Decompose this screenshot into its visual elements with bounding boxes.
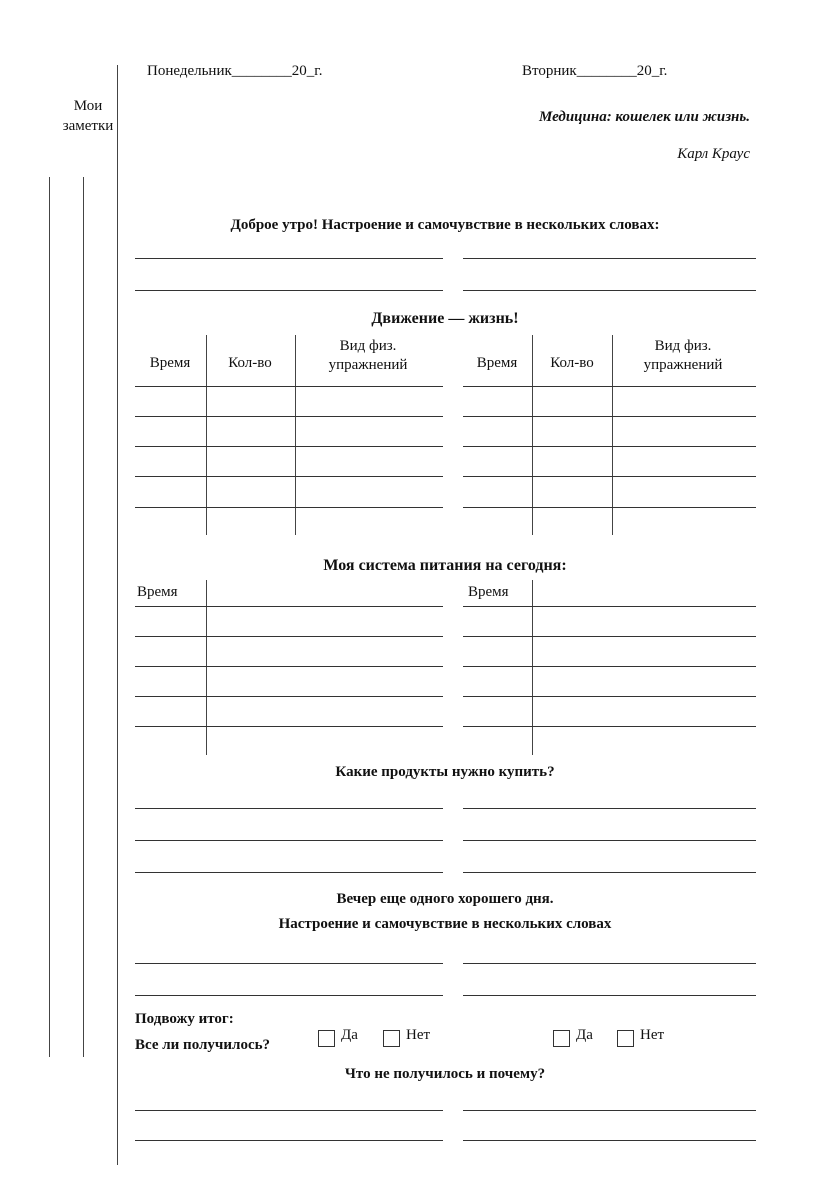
nutrition-row-line[interactable]: [463, 696, 756, 697]
quote-author: Карл Краус: [677, 146, 750, 162]
morning-write-line[interactable]: [463, 258, 756, 259]
exercise-header-line[interactable]: [295, 386, 443, 387]
evening-title-1: Вечер еще одного хорошего дня.: [336, 891, 554, 907]
nutrition-row-line[interactable]: [463, 666, 756, 667]
nutrition-title: Моя система питания на сегодня:: [323, 557, 567, 574]
exercise-row-line[interactable]: [135, 507, 443, 508]
ex-col-divider: [295, 335, 296, 535]
shopping-title: Какие продукты нужно купить?: [335, 764, 555, 780]
ex-col-type-right: Вид физ. упражнений: [643, 338, 723, 373]
nutrition-row-line[interactable]: [463, 606, 756, 607]
exercise-title: Движение — жизнь!: [371, 310, 519, 327]
nutrition-row-line[interactable]: [463, 726, 756, 727]
ex-col-divider: [206, 335, 207, 535]
evening-write-line[interactable]: [463, 963, 756, 964]
ex-col-time-right: Время: [476, 355, 518, 371]
yes-label: Да: [576, 1027, 593, 1043]
shopping-write-line[interactable]: [463, 808, 756, 809]
shopping-write-line[interactable]: [463, 840, 756, 841]
no-checkbox-right[interactable]: [617, 1030, 634, 1047]
notes-title-line2: заметки: [62, 118, 114, 134]
date-monday: Понедельник________20_г.: [147, 63, 323, 79]
yes-checkbox-right[interactable]: [553, 1030, 570, 1047]
shopping-write-line[interactable]: [135, 808, 443, 809]
shopping-write-line[interactable]: [463, 872, 756, 873]
exercise-row-line[interactable]: [463, 446, 756, 447]
ex-col-divider: [612, 335, 613, 535]
ex-col-qty-right: Кол-во: [550, 355, 594, 371]
exercise-row-line[interactable]: [463, 476, 756, 477]
reason-write-line[interactable]: [463, 1140, 756, 1141]
morning-write-line[interactable]: [135, 258, 443, 259]
no-checkbox-left[interactable]: [383, 1030, 400, 1047]
summary-question: Все ли получилось?: [135, 1037, 271, 1053]
evening-write-line[interactable]: [135, 995, 443, 996]
evening-write-line[interactable]: [135, 963, 443, 964]
exercise-row-line[interactable]: [463, 416, 756, 417]
reason-write-line[interactable]: [135, 1110, 443, 1111]
evening-write-line[interactable]: [463, 995, 756, 996]
morning-write-line[interactable]: [135, 290, 443, 291]
reason-write-line[interactable]: [135, 1140, 443, 1141]
exercise-row-line[interactable]: [135, 446, 443, 447]
reason-write-line[interactable]: [463, 1110, 756, 1111]
no-label: Нет: [640, 1027, 665, 1043]
notes-title: [63, 96, 114, 136]
notes-line-right: [83, 177, 84, 1057]
notes-title-line1: Мои: [73, 98, 103, 114]
ex-col-type-left: Вид физ. упражнений: [328, 338, 408, 373]
shopping-write-line[interactable]: [135, 872, 443, 873]
main-divider: [117, 65, 118, 1165]
nutrition-row-line[interactable]: [135, 696, 443, 697]
what-failed-title: Что не получилось и почему?: [344, 1066, 546, 1082]
exercise-row-line[interactable]: [463, 507, 756, 508]
exercise-header-line[interactable]: [612, 386, 753, 387]
summary-label: Подвожу итог:: [135, 1011, 234, 1027]
evening-title-2: Настроение и самочувствие в нескольких словах: [278, 916, 612, 932]
ex-col-time-left: Время: [149, 355, 191, 371]
exercise-row-line[interactable]: [135, 476, 443, 477]
quote-text: Медицина: кошелек или жизнь.: [538, 109, 750, 125]
nutrition-row-line[interactable]: [135, 666, 443, 667]
notes-line-left: [49, 177, 50, 1057]
nutrition-row-line[interactable]: [135, 726, 443, 727]
no-label: Нет: [406, 1027, 431, 1043]
nutrition-row-line[interactable]: [135, 636, 443, 637]
morning-title: Доброе утро! Настроение и самочувствие в нескольких словах:: [230, 217, 660, 233]
nut-col-time-left: Время: [137, 584, 178, 600]
morning-write-line[interactable]: [463, 290, 756, 291]
yes-label: Да: [341, 1027, 358, 1043]
nutrition-row-line[interactable]: [135, 606, 443, 607]
yes-checkbox-left[interactable]: [318, 1030, 335, 1047]
date-tuesday: Вторник________20_г.: [522, 63, 668, 79]
nutrition-row-line[interactable]: [463, 636, 756, 637]
ex-col-qty-left: Кол-во: [228, 355, 272, 371]
ex-col-divider: [532, 335, 533, 535]
shopping-write-line[interactable]: [135, 840, 443, 841]
nut-col-time-right: Время: [468, 584, 509, 600]
exercise-row-line[interactable]: [135, 416, 443, 417]
